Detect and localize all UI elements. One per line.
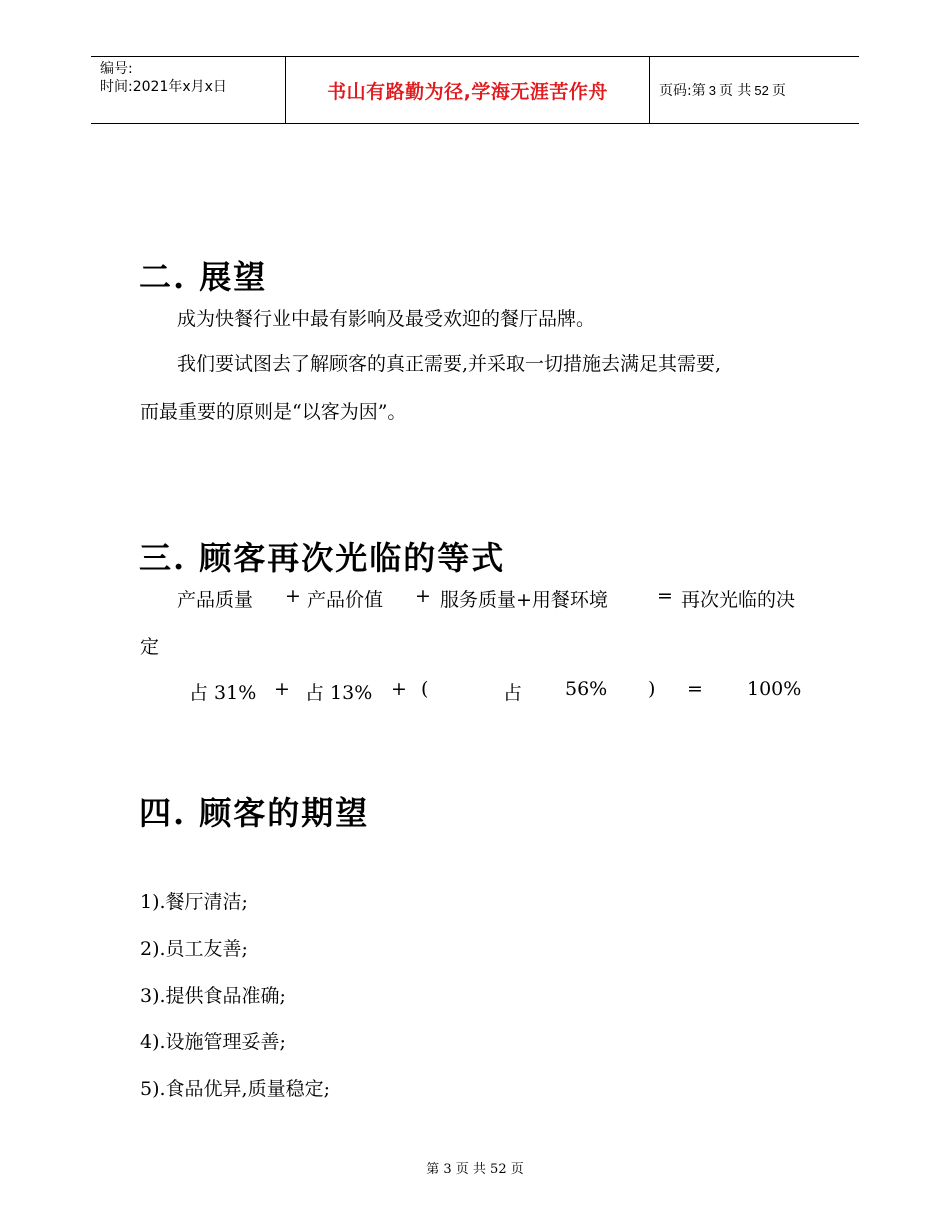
time-label: 时间:2021年x月x日 — [100, 79, 227, 95]
outlook-paragraph-1: 成为快餐行业中最有影响及最受欢迎的餐厅品牌。 — [177, 308, 596, 330]
equation-percent: 占 13% — [305, 682, 373, 704]
page-suffix: 页 — [771, 83, 786, 99]
page-footer: 第 3 页 共 52 页 — [426, 1162, 524, 1177]
header-motto: 书山有路勤为径,学海无涯苦作舟 — [327, 80, 608, 103]
section-heading-equation: 三. 顾客再次光临的等式 — [139, 539, 506, 577]
equation-paren-close: ) — [648, 678, 656, 700]
list-item: 2).员工友善; — [140, 938, 248, 960]
page-prefix: 页码:第 — [659, 83, 706, 99]
equation-operator: = — [657, 585, 673, 607]
equation-paren-open: ( — [421, 678, 429, 700]
equation-term: 服务质量+用餐环境 — [440, 589, 608, 611]
equation-percent-value: 56% — [565, 678, 608, 700]
page-total: 52 — [754, 82, 769, 98]
list-item: 4).设施管理妥善; — [140, 1031, 286, 1053]
header-motto-cell — [286, 57, 650, 123]
list-item: 5).食品优异,质量稳定; — [140, 1078, 330, 1100]
equation-result: 再次光临的决 — [681, 589, 796, 611]
section-heading-expectations: 四. 顾客的期望 — [139, 794, 370, 832]
header-meta — [91, 57, 286, 123]
outlook-paragraph-2-line-1: 我们要试图去了解顾客的真正需要,并采取一切措施去满足其需要, — [177, 353, 722, 375]
equation-result-wrap: 定 — [140, 636, 160, 658]
serial-label: 编号: — [100, 61, 133, 77]
equation-total: 100% — [747, 678, 802, 700]
list-item: 1).餐厅清洁; — [140, 891, 248, 913]
outlook-paragraph-2-line-2: 而最重要的原则是“以客为因”。 — [140, 401, 407, 423]
equation-percent: 占 31% — [189, 682, 257, 704]
page-number: 3 — [708, 82, 716, 98]
page-mid: 页 共 — [718, 83, 752, 99]
equation-term: 产品价值 — [307, 589, 384, 611]
equation-percent-label: 占 — [503, 682, 523, 704]
equation-operator: + — [285, 585, 301, 607]
header-page-info — [650, 57, 859, 123]
equation-term: 产品质量 — [177, 589, 254, 611]
list-item: 3).提供食品准确; — [140, 985, 286, 1007]
equation-operator: = — [687, 678, 703, 700]
equation-operator: + — [391, 678, 407, 700]
section-heading-outlook: 二. 展望 — [139, 258, 268, 296]
page-header — [91, 56, 859, 124]
equation-operator: + — [415, 585, 431, 607]
equation-operator: + — [274, 678, 290, 700]
